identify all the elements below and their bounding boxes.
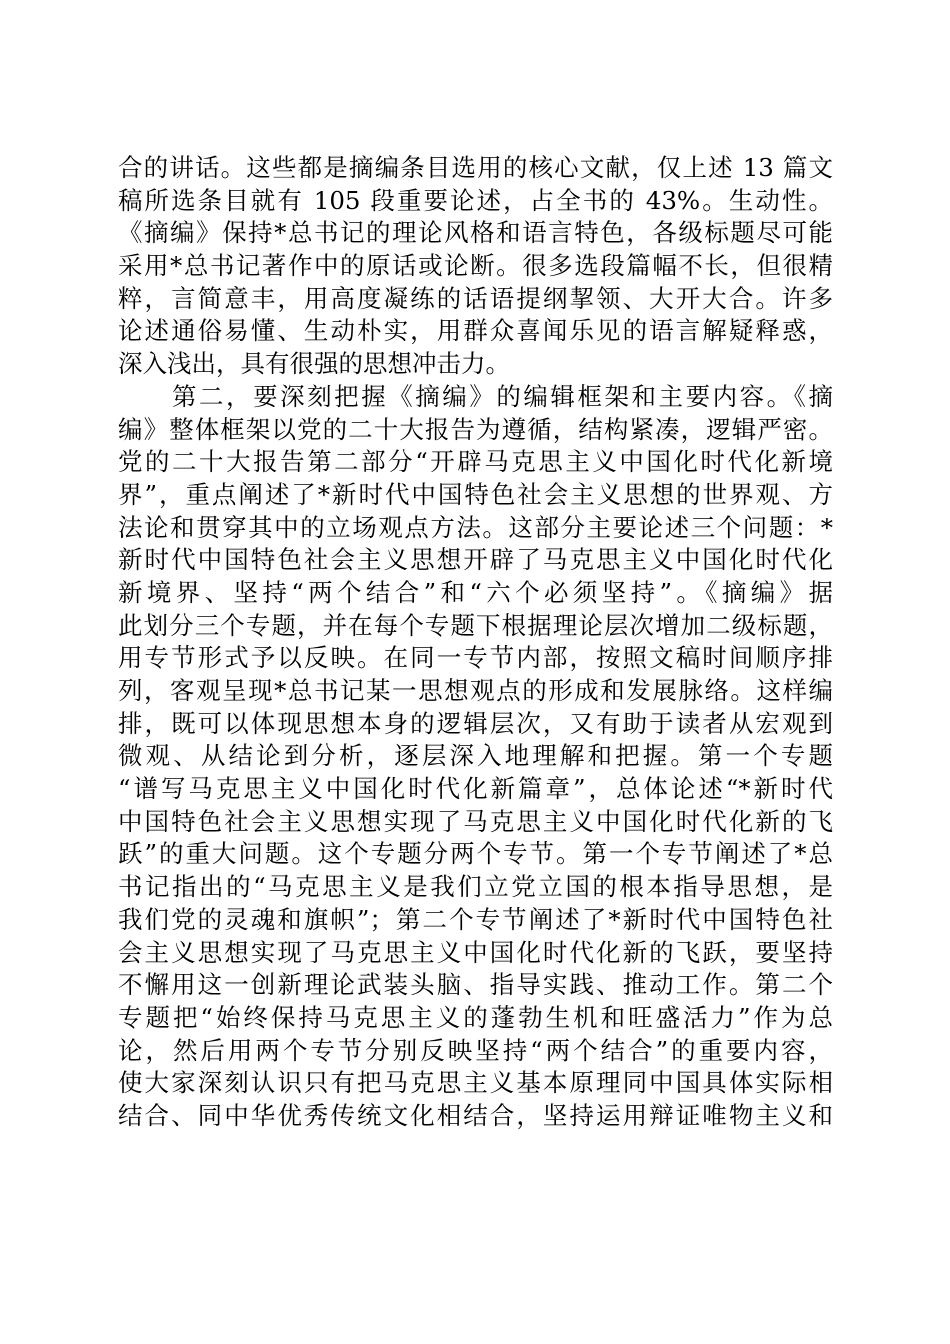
paragraph-2 [118, 381, 833, 1133]
text-line: 排，既可以体现思想本身的逻辑层次，又有助于读者从宏观到 [118, 708, 833, 738]
text-line: 法论和贯穿其中的立场观点方法。这部分主要论述三个问题：* [118, 512, 833, 542]
text-line: 新时代中国特色社会主义思想开辟了马克思主义中国化时代化 [118, 545, 833, 575]
text-line: 我们党的灵魂和旗帜”；第二个专节阐述了*新时代中国特色社 [118, 904, 833, 934]
text-line: 合的讲话。这些都是摘编条目选用的核心文献，仅上述 13 篇文 [118, 153, 833, 182]
text-line: 第二，要深刻把握《摘编》的编辑框架和主要内容。《摘 [172, 381, 833, 411]
text-line: 党的二十大报告第二部分“开辟马克思主义中国化时代化新境 [118, 447, 833, 477]
text-line: 《摘编》保持*总书记的理论风格和语言特色，各级标题尽可能 [118, 218, 833, 248]
text-line: 中国特色社会主义思想实现了马克思主义中国化时代化新的飞 [118, 806, 833, 836]
text-line: 书记指出的“马克思主义是我们立党立国的根本指导思想，是 [118, 872, 833, 902]
text-line: 新境界、坚持“两个结合”和“六个必须坚持”。《摘编》据 [118, 577, 833, 607]
text-line: 深入浅出，具有很强的思想冲击力。 [118, 349, 510, 379]
text-line: 会主义思想实现了马克思主义中国化时代化新的飞跃，要坚持 [118, 937, 833, 967]
text-line: 粹，言简意丰，用高度凝练的话语提纲挈领、大开大合。许多 [118, 283, 833, 313]
text-line: 列，客观呈现*总书记某一思想观点的形成和发展脉络。这样编 [118, 676, 833, 705]
text-line: 论述通俗易懂、生动朴实，用群众喜闻乐见的语言解疑释惑， [118, 316, 833, 346]
text-line: 专题把“始终保持马克思主义的蓬勃生机和旺盛活力”作为总 [118, 1002, 833, 1032]
text-line: 编》整体框架以党的二十大报告为遵循，结构紧凑，逻辑严密。 [118, 414, 833, 444]
text-line: “谱写马克思主义中国化时代化新篇章”，总体论述“*新时代 [118, 774, 833, 804]
text-line: 采用*总书记著作中的原话或论断。很多选段篇幅不长，但很精 [118, 251, 833, 281]
text-line: 论，然后用两个专节分别反映坚持“两个结合”的重要内容， [118, 1035, 833, 1065]
text-line: 使大家深刻认识只有把马克思主义基本原理同中国具体实际相 [118, 1068, 833, 1098]
text-line: 结合、同中华优秀传统文化相结合，坚持运用辩证唯物主义和 [118, 1100, 833, 1130]
text-line: 微观、从结论到分析，逐层深入地理解和把握。第一个专题 [118, 741, 833, 771]
text-line: 用专节形式予以反映。在同一专节内部，按照文稿时间顺序排 [118, 643, 833, 673]
text-line: 稿所选条目就有 105 段重要论述，占全书的 43%。生动性。 [118, 185, 833, 215]
text-line: 不懈用这一创新理论武装头脑、指导实践、推动工作。第二个 [118, 970, 833, 1000]
body-text [118, 152, 833, 1133]
text-line: 跃”的重大问题。这个专题分两个专节。第一个专节阐述了*总 [118, 839, 833, 869]
text-line: 界”，重点阐述了*新时代中国特色社会主义思想的世界观、方 [118, 479, 833, 509]
text-line: 此划分三个专题，并在每个专题下根据理论层次增加二级标题， [118, 610, 833, 640]
paragraph-1 [118, 152, 833, 381]
